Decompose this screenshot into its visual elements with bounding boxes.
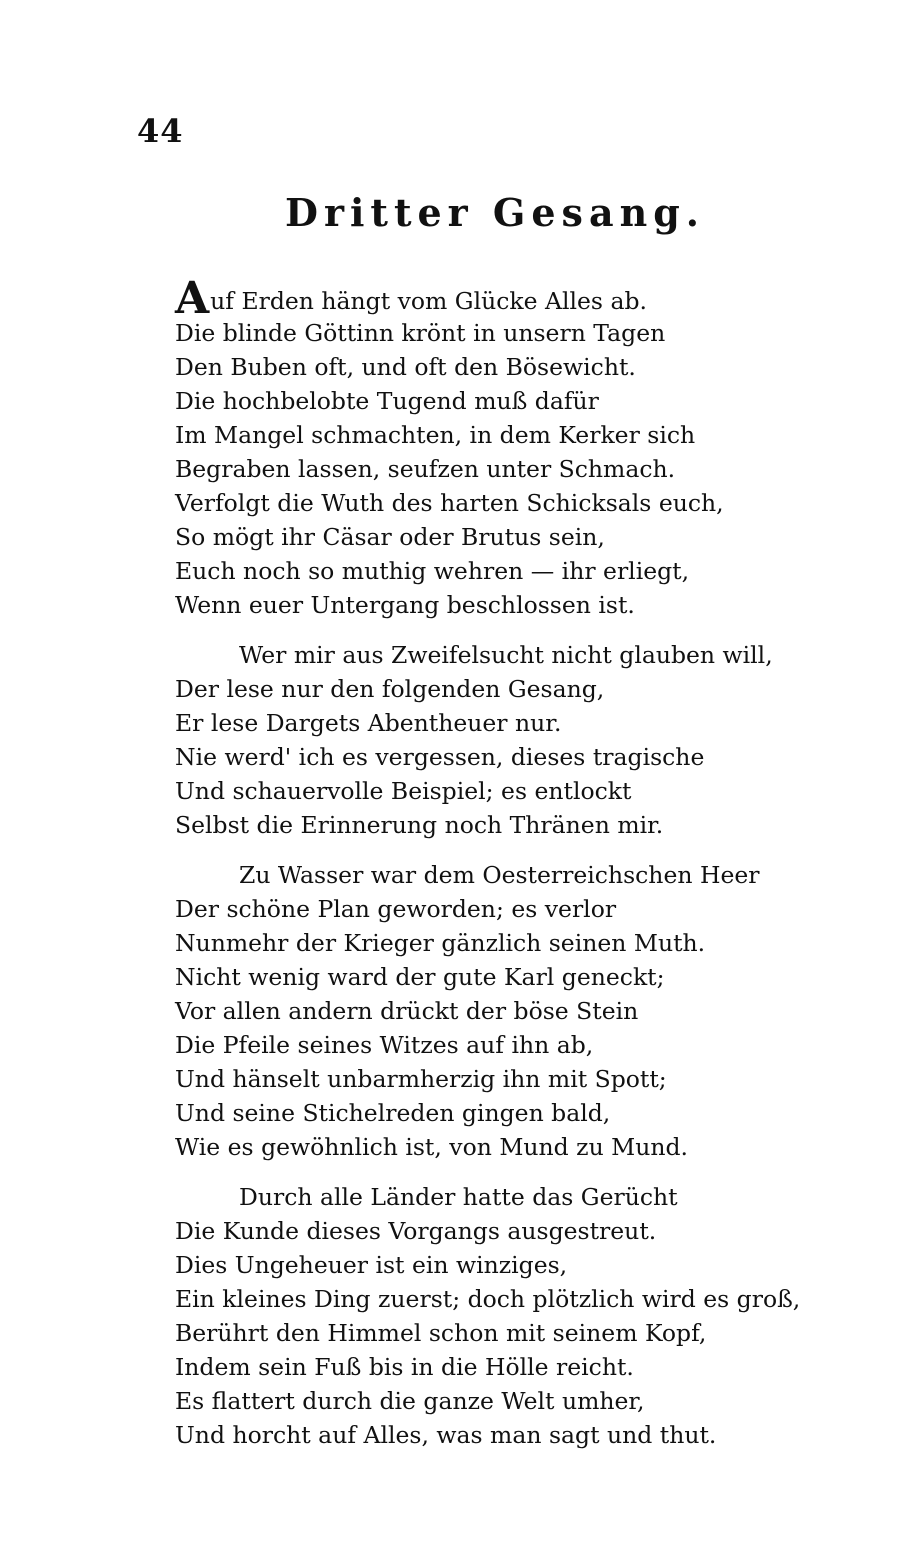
poem-line: Nunmehr der Krieger gänzlich seinen Muth.: [175, 929, 706, 957]
poem-line: Wenn euer Untergang beschlossen ist.: [175, 591, 635, 619]
stanza-2: [175, 638, 815, 842]
poem-line: Er lese Dargets Abentheuer nur.: [175, 709, 562, 737]
poem-line: Nie werd' ich es vergessen, dieses tragische: [175, 743, 705, 771]
poem-line: Und seine Stichelreden gingen bald,: [175, 1099, 611, 1127]
poem-line: Nicht wenig ward der gute Karl geneckt;: [175, 963, 665, 991]
stanza-1: [175, 273, 815, 622]
poem-line: Vor allen andern drückt der böse Stein: [175, 997, 639, 1025]
poem-line: Und schauervolle Beispiel; es entlockt: [175, 777, 632, 805]
chapter-title: Dritter Gesang.: [284, 190, 705, 235]
poem-line: Die blinde Göttinn krönt in unsern Tagen: [175, 319, 666, 347]
poem-line: Und hänselt unbarmherzig ihn mit Spott;: [175, 1065, 667, 1093]
poem-line: Verfolgt die Wuth des harten Schicksals euch,: [175, 489, 724, 517]
poem-line: Die Kunde dieses Vorgangs ausgestreut.: [175, 1217, 657, 1245]
poem-line: Euch noch so muthig wehren — ihr erliegt,: [175, 557, 690, 585]
poem-line: So mögt ihr Cäsar oder Brutus sein,: [175, 523, 605, 551]
drop-cap: A: [175, 273, 210, 324]
poem-line: Indem sein Fuß bis in die Hölle reicht.: [175, 1353, 634, 1381]
poem-line: Die hochbelobte Tugend muß dafür: [175, 387, 599, 415]
poem-line: Durch alle Länder hatte das Gerücht: [239, 1183, 678, 1211]
stanza-3: [175, 858, 815, 1164]
poem-line: Zu Wasser war dem Oesterreichschen Heer: [239, 861, 760, 889]
poem-line: Der lese nur den folgenden Gesang,: [175, 675, 605, 703]
stanza-4: [175, 1180, 815, 1452]
poem-line: Auf Erden hängt vom Glücke Alles ab.: [175, 273, 647, 324]
poem-line: Im Mangel schmachten, in dem Kerker sich: [175, 421, 696, 449]
page-number: 44: [137, 112, 184, 150]
poem-line: Und horcht auf Alles, was man sagt und thut.: [175, 1421, 717, 1449]
poem-line: Den Buben oft, und oft den Bösewicht.: [175, 353, 636, 381]
poem-line: Es flattert durch die ganze Welt umher,: [175, 1387, 645, 1415]
poem-line: Die Pfeile seines Witzes auf ihn ab,: [175, 1031, 594, 1059]
poem-line: Der schöne Plan geworden; es verlor: [175, 895, 617, 923]
poem-line: Wer mir aus Zweifelsucht nicht glauben will,: [239, 641, 773, 669]
poem-line: Berührt den Himmel schon mit seinem Kopf,: [175, 1319, 707, 1347]
poem-line: Dies Ungeheuer ist ein winziges,: [175, 1251, 568, 1279]
poem-body: [175, 273, 815, 1452]
poem-line: Ein kleines Ding zuerst; doch plötzlich wird es groß,: [175, 1285, 801, 1313]
poem-line: Begraben lassen, seufzen unter Schmach.: [175, 455, 676, 483]
poem-line: Wie es gewöhnlich ist, von Mund zu Mund.: [175, 1133, 689, 1161]
poem-line: Selbst die Erinnerung noch Thränen mir.: [175, 811, 664, 839]
